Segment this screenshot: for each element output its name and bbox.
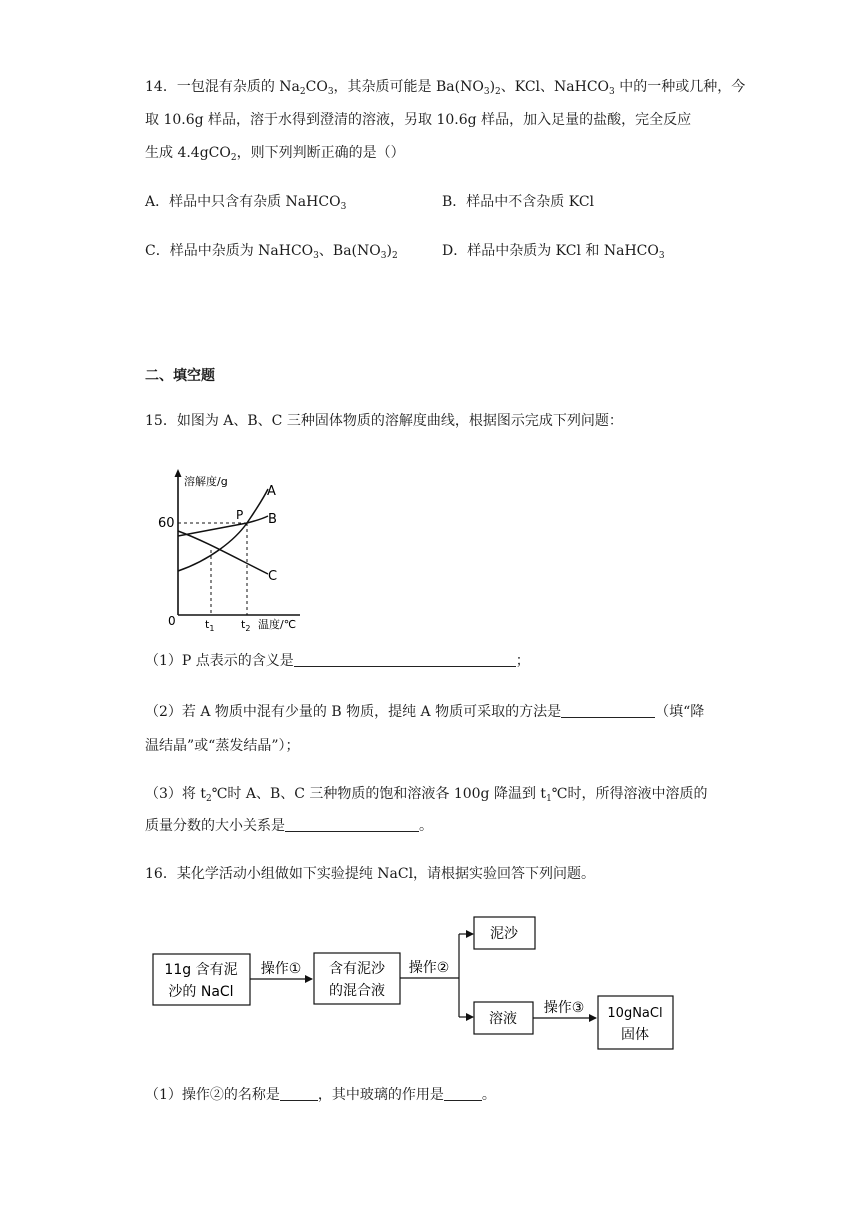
q14-option-c[interactable]: [145, 240, 398, 262]
x-axis-label: 温度/℃: [258, 618, 297, 631]
q15-sub3-text: 质量分数的大小关系是: [145, 818, 285, 834]
subscript: 3: [609, 87, 615, 97]
point-p-label: P: [236, 508, 244, 522]
option-c-text: 、Ba(NO: [318, 243, 381, 259]
curve-a: [178, 489, 268, 571]
q15-sub1-text: （1）P 点表示的含义是: [145, 653, 294, 669]
q14-option-d[interactable]: [442, 240, 665, 262]
box-final-line1: 10gNaCl: [607, 1006, 663, 1021]
op2-label: 操作②: [408, 960, 450, 976]
subscript: 3: [658, 251, 665, 261]
q14-text: ): [489, 79, 496, 95]
solubility-curve-graph: [150, 465, 310, 633]
box-solution-label: 溶液: [489, 1011, 517, 1027]
subscript: 3: [327, 87, 334, 97]
answer-blank[interactable]: [280, 1086, 318, 1101]
q15-sub3-text: ℃时，所得溶液中溶质的: [551, 786, 708, 802]
q16-sub1-text: ，其中玻璃的作用是: [317, 1087, 444, 1103]
option-c-text: ): [386, 243, 392, 259]
box-sand-label: 泥沙: [490, 926, 518, 942]
curve-b-label: B: [268, 512, 277, 527]
q14-text: 、KCl、NaHCO: [500, 79, 610, 95]
curve-c: [178, 531, 268, 574]
purification-flowchart: [150, 910, 690, 1060]
answer-blank[interactable]: [294, 652, 516, 667]
section-heading: 二、填空题: [145, 368, 215, 384]
box-mixture-line1: 含有泥沙: [329, 961, 385, 977]
y-value-60: 60: [158, 516, 175, 531]
q14-line3: [145, 142, 405, 164]
q15-sub3: [145, 783, 707, 805]
q14-text: ，则下列判断正确的是（）: [236, 145, 405, 161]
q14-option-a[interactable]: [145, 191, 346, 213]
q15-stem: 15．如图为 A、B、C 三种固体物质的溶解度曲线，根据图示完成下列问题：: [145, 413, 623, 429]
q15-sub3-end: 。: [419, 818, 433, 834]
y-axis-arrow: [175, 469, 182, 477]
q15-sub2-end: （填“降: [655, 704, 705, 720]
option-c-text: C．样品中杂质为 NaHCO: [145, 243, 314, 259]
q15-sub3-text: （3）将 t: [145, 786, 206, 802]
subscript: 3: [340, 202, 347, 212]
subscript: 1: [546, 794, 552, 804]
q15-sub1-end: ；: [515, 653, 530, 669]
q16-sub1-end: 。: [481, 1087, 496, 1103]
q14-number: 14．: [145, 79, 177, 95]
q16-stem: 16．某化学活动小组做如下实验提纯 NaCl，请根据实验回答下列问题。: [145, 866, 596, 882]
q14-line2: 取 10.6g 样品，溶于水得到澄清的溶液，另取 10.6g 样品，加入足量的盐酸，完全反应: [145, 112, 692, 128]
box-raw-nacl-line1: 11g 含有泥: [164, 962, 238, 978]
q16-sub1: [145, 1084, 496, 1106]
option-d-text: D．样品中杂质为 KCl 和 NaHCO: [442, 243, 659, 259]
q15-sub2-text: （2）若 A 物质中混有少量的 B 物质，提纯 A 物质可采取的方法是: [145, 704, 562, 720]
subscript: 2: [391, 251, 398, 261]
curve-a-label: A: [267, 484, 276, 499]
q14-option-b[interactable]: B．样品中不含杂质 KCl: [442, 194, 595, 210]
q14-text: 一包混有杂质的 Na: [176, 79, 300, 95]
op1-label: 操作①: [260, 961, 302, 977]
subscript: 2: [230, 153, 237, 163]
q14-text: ，其杂质可能是 Ba(NO: [333, 79, 484, 95]
q16-sub1-text: （1）操作②的名称是: [145, 1087, 280, 1103]
subscript: 2: [205, 794, 212, 804]
q15-sub1: [145, 650, 530, 672]
answer-blank[interactable]: [561, 703, 655, 718]
t1-label: $t_1$: [205, 618, 215, 633]
box-raw-nacl-line2: 沙的 NaCl: [168, 984, 234, 1000]
box-final-line2: 固体: [621, 1027, 649, 1043]
subscript: 3: [380, 251, 387, 261]
q15-sub2-line2: 温结晶”或“蒸发结晶”）；: [145, 738, 300, 754]
q15-sub3-text: ℃时 A、B、C 三种物质的饱和溶液各 100g 降温到 t: [211, 786, 547, 802]
q15-sub3-line2: [145, 815, 433, 837]
origin-label: 0: [168, 614, 176, 628]
q15-sub2: [145, 701, 704, 723]
q14-text: CO: [305, 79, 328, 95]
op3-label: 操作③: [543, 1000, 585, 1016]
curve-c-label: C: [268, 569, 278, 584]
y-axis-label: 溶解度/g: [184, 475, 228, 488]
curve-b: [178, 516, 268, 536]
q14-text: 生成 4.4gCO: [145, 145, 231, 161]
q14-text: 中的一种或几种，今: [614, 79, 746, 95]
box-mixture-line2: 的混合液: [329, 983, 385, 999]
answer-blank[interactable]: [444, 1086, 482, 1101]
subscript: 2: [299, 87, 306, 97]
subscript: 3: [313, 251, 319, 261]
q14-line1: [145, 76, 745, 98]
answer-blank[interactable]: [285, 817, 419, 832]
option-a-text: A．样品中只含有杂质 NaHCO: [145, 194, 341, 210]
subscript: 3: [483, 87, 490, 97]
t2-label: $t_2$: [241, 618, 251, 633]
subscript: 2: [495, 87, 501, 97]
